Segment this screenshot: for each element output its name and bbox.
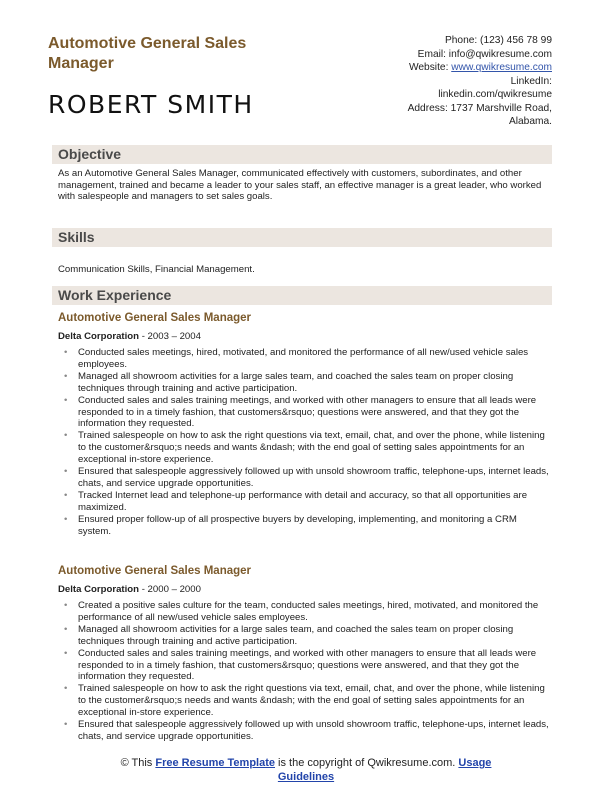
objective-section-header xyxy=(52,145,552,164)
list-item: • Conducted sales and sales training meetings, and worked with other managers to ensure that all leads were responded to in a timely fashion, that customers&rsquo; questions were answered, and that they got the information they requested. xyxy=(58,395,552,431)
contact-linkedin-label: LinkedIn: xyxy=(510,75,552,87)
job-1-bullets xyxy=(58,347,552,538)
job-1-company: Delta Corporation xyxy=(58,331,140,342)
list-item: • Ensured that salespeople aggressively followed up with unsold showroom traffic, telephone-ups, internet leads, chats, and service upgrade opportunities. xyxy=(58,466,552,490)
website-link[interactable]: www.qwikresume.com xyxy=(451,62,552,73)
work-experience-section-header xyxy=(52,286,552,305)
footer xyxy=(0,756,612,784)
list-item: • Trained salespeople on how to ask the right questions via text, email, chat, and over the phone, while listening to the customer&rsquo;s needs and wants &ndash; with the end goal of setting sales appointments for an exceptional in-store experience. xyxy=(58,430,552,466)
list-item: • Managed all showroom activities for a large sales team, and coached the sales team on proper closing techniques through training and active participation. xyxy=(58,371,552,395)
website-label: Website: xyxy=(408,62,452,73)
job-2-bullets xyxy=(58,600,552,743)
contact-linkedin-url: linkedin.com/qwikresume xyxy=(438,89,552,100)
job-1-title: Automotive General Sales Manager xyxy=(58,312,252,324)
footer-line2 xyxy=(0,770,612,784)
job-2-company: Delta Corporation xyxy=(58,584,140,595)
job-2-title: Automotive General Sales Manager xyxy=(58,565,252,577)
list-item: • Tracked Internet lead and telephone-up performance with detail and accuracy, so that all opportunities are maximized. xyxy=(58,490,552,514)
job-2-dates: - 2000 – 2000 xyxy=(139,584,201,595)
job-1-dates: - 2003 – 2004 xyxy=(139,331,201,342)
footer-prefix: © This xyxy=(120,757,156,769)
footer-middle: is the copyright of Qwikresume.com. xyxy=(275,757,459,769)
skills-section-header xyxy=(52,228,552,247)
list-item: • Ensured proper follow-up of all prospective buyers by developing, implementing, and monitoring a CRM system. xyxy=(58,514,552,538)
list-item: • Created a positive sales culture for the team, conducted sales meetings, hired, motivated, and monitored the performance of all new/used vehicle sales employees. xyxy=(58,600,552,624)
list-item: • Conducted sales and sales training meetings, and worked with other managers to ensure that all leads were responded to in a timely fashion, that customers&rsquo; questions were answered, and that they got the information they requested. xyxy=(58,648,552,684)
list-item: • Managed all showroom activities for a large sales team, and coached the sales team on proper closing techniques through training and active participation. xyxy=(58,624,552,648)
contact-website xyxy=(292,61,552,75)
work-experience-title: Work Experience xyxy=(58,287,172,303)
job-2-company-line xyxy=(58,584,201,595)
skills-title: Skills xyxy=(58,229,95,245)
usage-guidelines-link-part1[interactable]: Usage xyxy=(458,757,492,769)
objective-title: Objective xyxy=(58,146,122,162)
job-title-line1: Automotive General Sales xyxy=(48,35,247,52)
job-1-company-line xyxy=(58,331,201,342)
free-resume-template-link[interactable]: Free Resume Template xyxy=(155,757,275,769)
resume-header xyxy=(48,34,558,134)
usage-guidelines-link-part2[interactable]: Guidelines xyxy=(277,771,335,783)
job-title-line2: Manager xyxy=(48,55,114,72)
list-item: • Ensured that salespeople aggressively followed up with unsold showroom traffic, telephone-ups, internet leads, chats, and service upgrade opportunities. xyxy=(58,719,552,743)
footer-line1 xyxy=(0,756,612,770)
skills-text: Communication Skills, Financial Management. xyxy=(58,264,255,275)
objective-text: As an Automotive General Sales Manager, communicated effectively with customers, subordinates, and other management, trained and became a leader to your sales staff, an effective manager is a great leader, who worked with salespeople and managers to set sales goals. xyxy=(58,168,542,203)
contact-address-line2: Alabama. xyxy=(508,116,552,127)
contact-address-line1: Address: 1737 Marshville Road, xyxy=(407,102,552,114)
list-item: • Conducted sales meetings, hired, motivated, and monitored the performance of all new/used vehicle sales employees. xyxy=(58,347,552,371)
contact-block xyxy=(292,34,552,129)
contact-email: Email: info@qwikresume.com xyxy=(417,48,552,60)
list-item: • Trained salespeople on how to ask the right questions via text, email, chat, and over the phone, while listening to the customer&rsquo;s needs and wants &ndash; with the end goal of setting sales appointments for an exceptional in-store experience. xyxy=(58,683,552,719)
candidate-name: ROBERT SMITH xyxy=(48,90,254,119)
contact-phone: Phone: (123) 456 78 99 xyxy=(444,35,552,46)
